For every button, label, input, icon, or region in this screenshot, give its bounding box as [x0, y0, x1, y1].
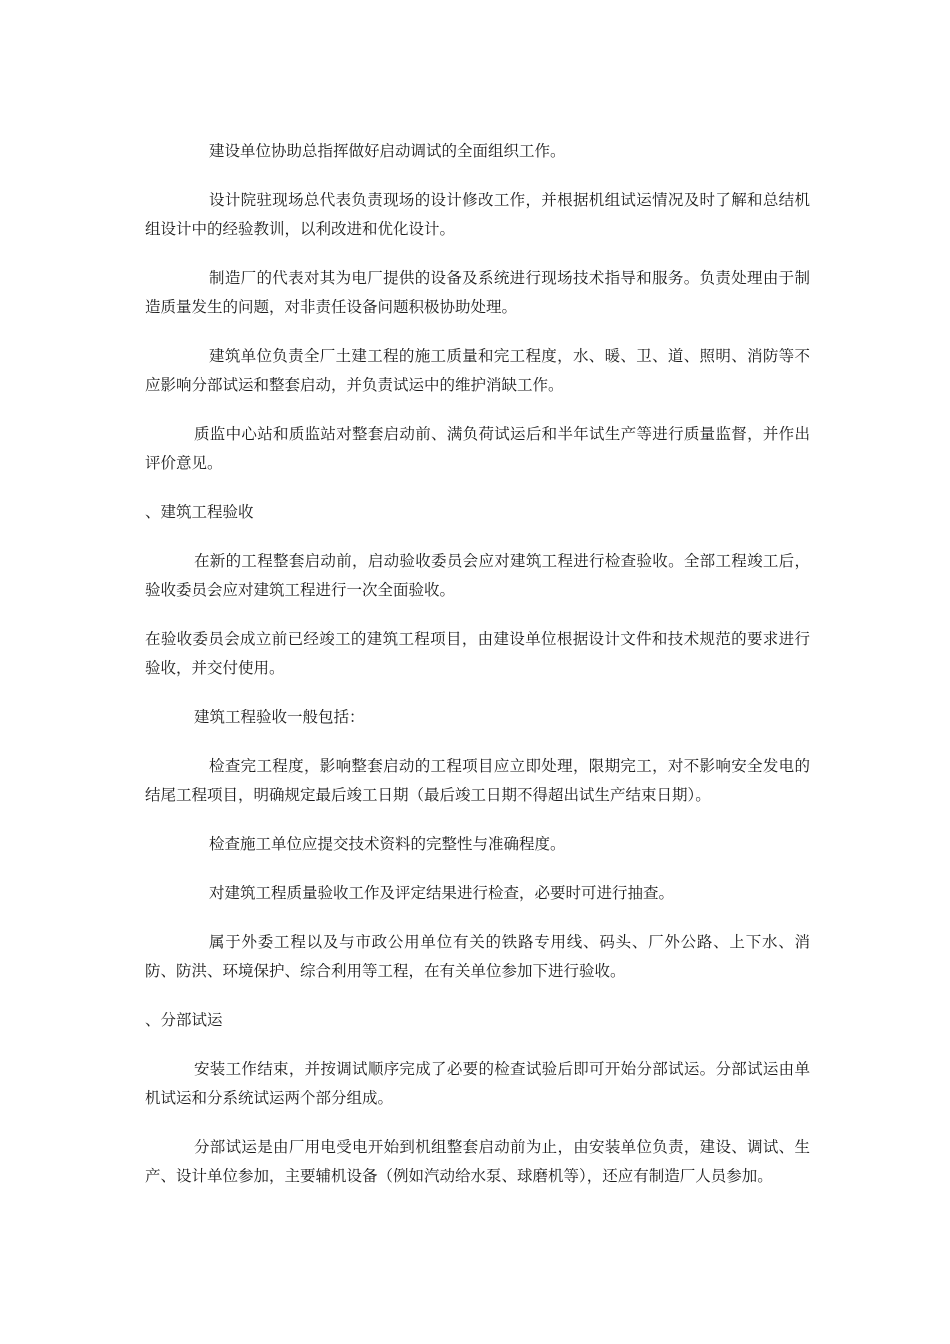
paragraph-check-quality: 对建筑工程质量验收工作及评定结果进行检查，必要时可进行抽查。 [209, 884, 675, 902]
section-heading-partial-trial-run: 、分部试运 [145, 1011, 223, 1029]
paragraph-construction-unit: 建设单位协助总指挥做好启动调试的全面组织工作。 [209, 142, 566, 160]
paragraph-trial-run-start: 安装工作结束，并按调试顺序完成了必要的检查试验后即可开始分部试运。分部试运由单机试运和分系统试运两个部分组成。 [145, 1060, 810, 1107]
paragraph-check-completion: 检查完工程度，影响整套启动的工程项目应立即处理，限期完工，对不影响安全发电的结尾工程项目，明确规定最后竣工日期（最后竣工日期不得超出试生产结束日期）。 [145, 757, 810, 804]
paragraph-acceptance-includes: 建筑工程验收一般包括： [194, 708, 365, 726]
paragraph-design-institute: 设计院驻现场总代表负责现场的设计修改工作，并根据机组试运情况及时了解和总结机组设计中的经验教训，以利改进和优化设计。 [145, 191, 810, 238]
section-heading-building-acceptance: 、建筑工程验收 [145, 503, 254, 521]
paragraph-check-documents: 检查施工单位应提交技术资料的完整性与准确程度。 [209, 835, 566, 853]
paragraph-building-unit: 建筑单位负责全厂土建工程的施工质量和完工程度，水、暖、卫、道、照明、消防等不应影响分部试运和整套启动，并负责试运中的维护消缺工作。 [145, 347, 810, 394]
paragraph-acceptance-before-startup: 在新的工程整套启动前，启动验收委员会应对建筑工程进行检查验收。全部工程竣工后，验收委员会应对建筑工程进行一次全面验收。 [145, 552, 810, 599]
paragraph-trial-run-scope: 分部试运是由厂用电受电开始到机组整套启动前为止，由安装单位负责，建设、调试、生产、设计单位参加，主要辅机设备（例如汽动给水泵、球磨机等），还应有制造厂人员参加。 [145, 1138, 810, 1185]
document-body [145, 137, 810, 1211]
paragraph-external-projects: 属于外委工程以及与市政公用单位有关的铁路专用线、码头、厂外公路、上下水、消防、防洪、环境保护、综合利用等工程，在有关单位参加下进行验收。 [145, 933, 810, 980]
paragraph-quality-supervision: 质监中心站和质监站对整套启动前、满负荷试运后和半年试生产等进行质量监督，并作出评价意见。 [145, 425, 810, 472]
paragraph-manufacturer: 制造厂的代表对其为电厂提供的设备及系统进行现场技术指导和服务。负责处理由于制造质量发生的问题，对非责任设备问题积极协助处理。 [145, 269, 810, 316]
paragraph-acceptance-before-committee: 在验收委员会成立前已经竣工的建筑工程项目，由建设单位根据设计文件和技术规范的要求进行验收，并交付使用。 [145, 630, 810, 677]
